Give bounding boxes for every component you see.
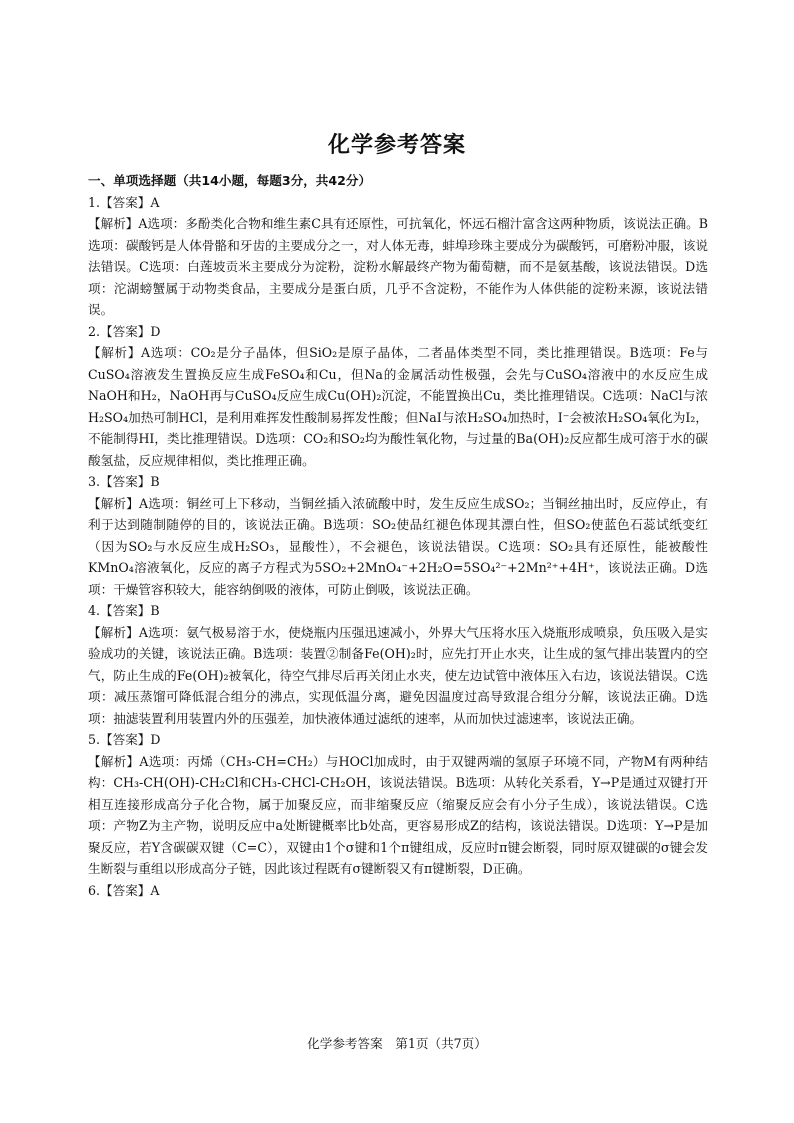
answer-label-5: 5.【答案】D (88, 732, 161, 747)
answer-label-6: 6.【答案】A (88, 882, 160, 898)
answer-label-2: 2.【答案】D (88, 323, 161, 339)
explanation-5: 【解析】A选项：丙烯（CH₃-CH=CH₂）与HOCl加成时，由于双键两端的氢原子环境不同，产物M有两种结构：CH₃-CH(OH)-CH₂Cl和CH₃-CHCl-CH₂OH，该说法错误。B选项：从转化关系看，Y→P是通过双键打开相互连接形成高分子化合物，属于加聚反应，而非缩聚反应（缩聚反应会有小分子生成），该说法错误。C选项：产物Z为主产物，说明反应中a处断键概率比b处高，更容易形成Z的结构，该说法错误。D选项：Y→P是加聚反应，若Y含碳碳双键（C=C），双键由1个σ键和1个π键组成，反应时π键会断裂，同时原双键碳的σ键会发生断裂与重组以形成高分子链，因此该过程既有σ键断裂又有π键断裂，D正确。 (88, 753, 708, 876)
answer-label-1: 1.【答案】A (88, 194, 160, 210)
explanation-3: 【解析】A选项：铜丝可上下移动，当铜丝插入浓硫酸中时，发生反应生成SO₂；当铜丝抽出时，反应停止，有利于达到随制随停的目的，该说法正确。B选项：SO₂使品红褪色体现其漂白性，但SO₂使蓝色石蕊试纸变红（因为SO₂与水反应生成H₂SO₃，显酸性），不会褪色，该说法错误。C选项：SO₂具有还原性，能被酸性KMnO₄溶液氧化，反应的离子方程式为5SO₂+2MnO₄⁻+2H₂O=5SO₄²⁻+2Mn²⁺+4H⁺，该说法正确。D选项：干燥管容积较大，能容纳倒吸的液体，可防止倒吸，该说法正确。 (88, 495, 708, 597)
section-heading: 一、单项选择题（共14小题，每题3分，共42分） (88, 173, 372, 188)
answer-label-3: 3.【答案】B (88, 474, 160, 489)
page-title: 化学参考答案 (327, 133, 466, 158)
page-footer: 化学参考答案 第1页（共7页） (307, 1036, 487, 1051)
explanation-1: 【解析】A选项：多酚类化合物和维生素C具有还原性，可抗氧化，怀远石榴汁富含这两种物质，该说法正确。B选项：碳酸钙是人体骨骼和牙齿的主要成分之一，对人体无毒，蚌埠珍珠主要成分为碳酸钙，可磨粉冲服，该说法错误。C选项：白莲坡贡米主要成分为淀粉，淀粉水解最终产物为葡萄糖，而不是氨基酸，该说法错误。D选项：沱湖螃蟹属于动物类食品，主要成分是蛋白质，几乎不含淀粉，不能作为人体供能的淀粉来源，该说法错误。 (88, 216, 708, 317)
answer-label-4: 4.【答案】B (88, 603, 160, 618)
document-body (88, 170, 708, 901)
explanation-4: 【解析】A选项：氨气极易溶于水，使烧瓶内压强迅速减小，外界大气压将水压入烧瓶形成喷泉，负压吸入是实验成功的关键，该说法正确。B选项：装置②制备Fe(OH)₂时，应先打开止水夹，让生成的氢气排出装置内的空气，防止生成的Fe(OH)₂被氧化，待空气排尽后再关闭止水夹，使左边试管中液体压入右边，该说法错误。C选项：减压蒸馏可降低混合组分的沸点，实现低温分离，避免因温度过高导致混合组分分解，该说法正确。D选项：抽滤装置利用装置内外的压强差，加快液体通过滤纸的速率，从而加快过滤速率，该说法正确。 (88, 624, 708, 726)
explanation-2: 【解析】A选项：CO₂是分子晶体，但SiO₂是原子晶体，二者晶体类型不同，类比推理错误。B选项：Fe与CuSO₄溶液发生置换反应生成FeSO₄和Cu，但Na的金属活动性极强，会先与CuSO₄溶液中的水反应生成NaOH和H₂，NaOH再与CuSO₄反应生成Cu(OH)₂沉淀，不能置换出Cu，类比推理错误。C选项：NaCl与浓H₂SO₄加热可制HCl，是利用难挥发性酸制易挥发性酸；但NaI与浓H₂SO₄加热时，I⁻会被浓H₂SO₄氧化为I₂，不能制得HI，类比推理错误。D选项：CO₂和SO₂均为酸性氧化物，与过量的Ba(OH)₂反应都生成可溶于水的碳酸氢盐，反应规律相似，类比推理正确。 (88, 345, 708, 468)
